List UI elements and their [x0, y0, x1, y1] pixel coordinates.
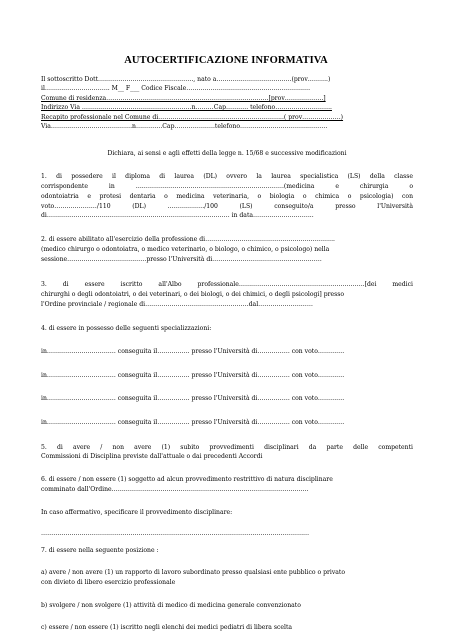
specialization-row: in……………………………. conseguita il……………. presso l'Università di……………. con voto………….	[41, 395, 345, 402]
item7c-line: c) essere / non essere (1) iscritto negli elenchi dei medici pediatri di libera scelta	[41, 624, 293, 631]
header-line-residence: Comune di residenza……………………………………………………………………..[prov……………….]	[41, 95, 326, 102]
specialization-row: in……………………………. conseguita il……………. presso l'Università di……………. con voto………….	[41, 419, 345, 426]
item5-line: Commissioni di Disciplina previste dall'attuale o dai precedenti Accordi	[41, 453, 263, 460]
specialization-row: in……………………………. conseguita il……………. presso l'Università di……………. con voto………….	[41, 372, 345, 379]
item6-line: comminato dall'Ordine…………………………………………………………………………………….	[41, 486, 309, 493]
header-line-office: Recapito professionale nel Comune di……………………………………………………..( prov……………….)	[41, 114, 344, 121]
header-line-birth: il………………………….. M__ F___ Codice Fiscale…………………………………………………….	[41, 85, 311, 92]
item4-intro: 4. di essere in possesso delle seguenti specializzazioni:	[41, 325, 212, 332]
affirmative-line: In caso affermativo, specificare il provvedimento disciplinare:	[41, 509, 233, 516]
item2-line: (medico chirurgo o odontoiatra, o medico veterinario, o biologo, o chimico, o psicologo) nella	[41, 246, 330, 253]
item5-line: 5. di avere / non avere (1) subito provvedimenti disciplinari da parte delle competenti	[41, 444, 413, 451]
item3-line: 3. di essere iscritto all'Albo professionale……………………………………………………..[dei medici	[41, 281, 413, 288]
item1-line: corrispondente in ……………………………………………………………….(medicina e chirurgia o	[41, 183, 413, 190]
header-line-office-address: Via………………………………….n………….Cap………………..telefono…………………………………….	[41, 123, 328, 130]
document-title: AUTOCERTIFICAZIONE INFORMATIVA	[124, 55, 328, 66]
specialization-row: in……………………………. conseguita il……………. presso l'Università di……………. con voto………….	[41, 348, 345, 355]
item1-line: di……………………………………………………………………………… in data………………………...	[41, 212, 314, 219]
item1-line: voto…………………/110 (DL) ………………/100 (LS) conseguito/a presso l'Università	[41, 203, 413, 210]
item7a-line: a) avere / non avere (1) un rapporto di lavoro subordinato presso qualsiasi ente pubblico o privato	[41, 569, 346, 576]
item2-line: 2. di essere abilitato all'esercizio della professione di……………………………………………………….	[41, 236, 335, 243]
item2-line: sessione…………………………………presso l'Università di………………………………………………	[41, 256, 322, 263]
header-line-name: Il sottoscritto Dott.………………………………………., nato a……………………………….(prov……….)	[41, 76, 331, 83]
item7a-line: con divieto di libero esercizio professionale	[41, 579, 176, 586]
item7b-line: b) svolgere / non svolgere (1) attività di medico di medicina generale convenzionato	[41, 602, 301, 609]
header-line-address: Indirizzo Via ………………………………………………n………Cap……….. telefono……………………….	[41, 104, 332, 111]
item1-line: odontoiatria e protesi dentaria o medicina veterinaria, o biologia o chimica o psicologia) con	[41, 193, 413, 200]
item6-line: 6. di essere / non essere (1) soggetto ad alcun provvedimento restrittivo di natura disciplinare	[41, 476, 333, 483]
item7-intro: 7. di essere nella seguente posizione :	[41, 547, 159, 554]
item3-line: l'Ordine provinciale / regionale di……………………………………………dal………………………	[41, 301, 313, 308]
item1-line: 1. di possedere il diploma di laurea (DL) ovvero la laurea specialistica (LS) della classe	[41, 173, 413, 180]
declaration-line: Dichiara, ai sensi e agli effetti della legge n. 15/68 e successive modificazioni	[107, 150, 347, 157]
dotted-line: ……………………………………………………………………………………………………………………	[41, 530, 310, 537]
item3-line: chirurghi o degli odontoiatri, o dei veterinari, o dei biologi, o dei chimici, o degli psicologi] presso	[41, 291, 345, 298]
